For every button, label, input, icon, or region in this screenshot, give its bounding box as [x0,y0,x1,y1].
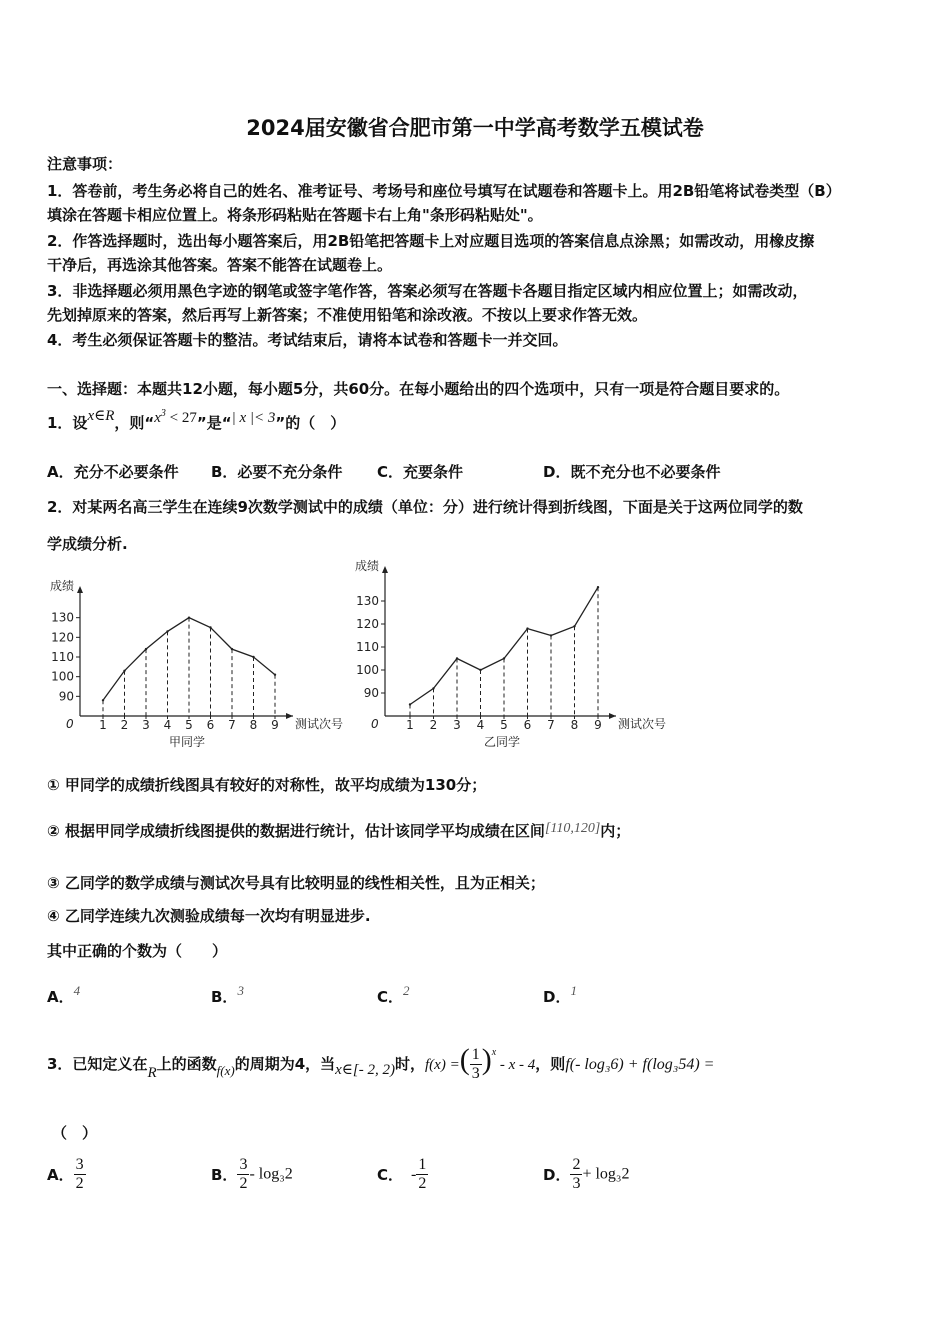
x-tick-label-jia-4: 4 [163,718,172,732]
notice-item-2-line-2: 干净后，再选涂其他答案。答案不能答在试题卷上。 [47,256,393,274]
data-point-yi-6 [526,627,528,629]
data-point-jia-5 [188,616,190,618]
x-tick-label-yi-6: 6 [523,718,532,732]
data-point-yi-9 [597,586,599,588]
q3-target: f(- log₃6) + f(log₃54) = [565,1056,715,1073]
q3-f-lhs: f(x) = [425,1057,460,1073]
q3-option-d-num: 2 [572,1156,581,1173]
q2-option-c-label: C． [377,988,404,1006]
q1-option-b: B．必要不充分条件 [211,463,343,481]
y-axis-arrow-jia [77,586,83,593]
q3-domain: x∈[- 2, 2) [335,1062,395,1078]
data-point-yi-1 [409,703,411,705]
q3-option-c-den: 2 [418,1175,427,1192]
q2-option-c-value: 2 [403,983,410,998]
y-tick-label-yi-110: 110 [356,640,379,654]
notice-heading: 注意事项： [47,155,123,173]
y-tick-label-jia-110: 110 [51,650,74,664]
data-point-jia-1 [102,699,104,701]
data-point-jia-4 [166,630,168,632]
q3-t3: 时， [394,1055,425,1073]
q2-option-d-label: D． [543,988,571,1006]
q3-fx: f(x) [216,1063,235,1078]
x-tick-label-yi-1: 1 [406,718,414,732]
q3-option-b-den: 2 [239,1175,248,1192]
q3-t2: 的周期为4，当 [234,1055,336,1073]
q3-exp: x [491,1047,497,1058]
x-axis-label-jia: 测试次号 [295,717,344,731]
question-3: 3．已知定义在R上的函数f(x)的周期为4，当x∈[- 2, 2)时，f(x) =( $\frac{1}{3}$ )$^x$ - x - 4，则f(- log₃6) + f(log₃54) = [47,1043,715,1082]
x-axis-arrow-jia [286,713,293,719]
q3-option-b [211,1156,293,1193]
y-tick-label-jia-100: 100 [51,669,74,684]
q3-paren: （ ） [52,1124,98,1142]
q3-option-c-sign: - [411,1165,417,1183]
x-tick-label-jia-2: 2 [120,718,129,732]
q2-statement-2-pre: ② 根据甲同学成绩折线图提供的数据进行统计，估计该同学平均成绩在区间 [47,822,545,840]
q2-charts [40,559,680,758]
q3-option-a-den: 2 [75,1175,84,1192]
x-tick-label-yi-4: 4 [476,718,485,732]
q3-t4: ，则 [535,1055,566,1073]
question-1 [47,408,346,433]
q3-option-c [377,1156,428,1193]
page-title: 2024届安徽省合肥市第一中学高考数学五模试卷 [246,116,704,140]
q2-statement-2-interval: [110,120] [544,821,601,836]
y-axis-arrow-yi [382,566,388,573]
origin-label-jia: 0 [66,717,74,731]
q3-option-c-label: C． [377,1166,404,1184]
q2-statement-3: ③ 乙同学的数学成绩与测试次号具有比较明显的线性相关性，且为正相关； [47,874,545,892]
q3-option-a-num: 3 [75,1156,84,1173]
x-tick-label-jia-8: 8 [249,718,258,732]
y-axis-label-yi: 成绩 [355,559,380,573]
q3-option-d-rest: + log₃2 [582,1165,630,1183]
q2-option-d-value: 1 [570,983,577,998]
q3-frac-den: 3 [471,1065,480,1082]
notice-item-1-line-2: 填涂在答题卡相应位置上。将条形码粘贴在答题卡右上角"条形码粘贴处"。 [47,206,543,224]
q3-frac-num: 1 [471,1046,480,1063]
q3-option-d [543,1156,630,1193]
chart-title-jia: 甲同学 [169,735,206,749]
y-tick-label-jia-130: 130 [51,610,74,625]
q3-R: R [147,1065,157,1081]
data-point-jia-6 [209,626,211,628]
q1-expr1-rest: < 27 [165,410,197,426]
x-tick-label-jia-3: 3 [142,718,150,732]
q3-option-c-num: 1 [418,1156,427,1173]
x-tick-label-yi-5: 5 [500,718,508,732]
x-tick-label-jia-9: 9 [271,718,279,732]
q1-mid2: ”是“ [196,414,232,432]
notice-item-1-line-1: 1．答卷前，考生务必将自己的姓名、准考证号、考场号和座位号填写在试题卷和答题卡上。用2B铅笔将试卷类型（B） [47,182,841,200]
q3-option-d-label: D． [543,1166,571,1184]
notice-item-3-line-1: 3．非选择题必须用黑色字迹的钢笔或签字笔作答，答案必须写在答题卡各题目指定区域内相应位置上；如需改动， [47,282,808,300]
data-point-jia-9 [274,674,276,676]
y-tick-label-yi-130: 130 [356,594,379,608]
chart-yi [355,558,666,749]
q2-option-c [377,983,410,1007]
data-point-yi-8 [573,625,575,627]
x-axis-arrow-yi [609,713,616,719]
q2-option-a-label: A． [47,988,74,1006]
data-point-jia-7 [231,648,233,650]
q3-option-b-rest: - log₃2 [249,1165,293,1183]
q3-f-rest: - x - 4 [496,1057,536,1073]
q1-condition: x∈R [87,408,115,424]
q2-option-a [47,983,81,1007]
q2-statement-2 [47,820,630,841]
data-point-yi-5 [503,657,505,659]
y-tick-label-yi-120: 120 [356,617,379,631]
x-tick-label-jia-5: 5 [185,718,193,732]
x-tick-label-yi-9: 9 [594,718,602,732]
q2-option-b [211,983,244,1007]
section-heading: 一、选择题：本题共12小题，每小题5分，共60分。在每小题给出的四个选项中，只有一项是符合题目要求的。 [47,380,790,398]
q1-option-d: D．既不充分也不必要条件 [543,463,721,481]
y-tick-label-yi-90: 90 [363,686,379,700]
origin-label-yi: 0 [371,717,379,731]
q1-suffix: ”的（ ） [275,414,346,432]
q2-stem-line-1: 2．对某两名高三学生在连续9次数学测试中的成绩（单位：分）进行统计得到折线图，下面是关于这两位同学的数 [47,498,803,516]
data-point-jia-8 [252,656,254,658]
q1-expr1-exp: 3 [160,408,166,419]
q2-option-d [543,983,577,1007]
q3-option-d-den: 3 [572,1175,581,1192]
data-point-yi-2 [432,687,434,689]
chart-jia [50,578,343,749]
q1-prefix: 1．设 [47,414,88,432]
data-point-yi-3 [456,657,458,659]
x-tick-label-yi-3: 3 [453,718,461,732]
y-tick-label-jia-120: 120 [51,630,74,645]
q2-statement-4: ④ 乙同学连续九次测验成绩每一次均有明显进步. [47,907,371,925]
notice-item-2-line-1: 2．作答选择题时，选出每小题答案后，用2B铅笔把答题卡上对应题目选项的答案信息点涂黑；如需改动，用橡皮擦 [47,232,815,250]
q1-option-c: C．充要条件 [377,463,464,481]
q3-t1: 上的函数 [156,1055,217,1073]
q3-option-a-label: A． [47,1166,74,1184]
x-tick-label-jia-6: 6 [206,718,215,732]
data-point-jia-2 [123,670,125,672]
data-point-jia-3 [145,648,147,650]
data-point-yi-7 [550,634,552,636]
y-tick-label-jia-90: 90 [58,689,74,704]
q2-statement-2-post: 内； [600,822,631,840]
q2-option-a-value: 4 [73,983,81,998]
chart-title-yi: 乙同学 [484,735,521,749]
q1-option-a: A．充分不必要条件 [47,463,179,481]
q3-option-b-label: B． [211,1166,238,1184]
q3-prefix: 3．已知定义在 [47,1055,148,1073]
q3-option-a [47,1156,86,1193]
x-tick-label-yi-8: 8 [570,718,579,732]
q3-option-b-num: 3 [239,1156,248,1173]
x-tick-label-yi-7: 7 [547,718,555,732]
x-tick-label-jia-1: 1 [99,718,107,732]
y-axis-label-jia: 成绩 [50,579,75,593]
y-tick-label-yi-100: 100 [356,663,379,677]
q2-option-b-value: 3 [237,983,244,998]
q2-statement-1: ① 甲同学的成绩折线图具有较好的对称性，故平均成绩为130分； [47,776,487,794]
q1-expr2: | x |< 3 [231,410,276,426]
x-axis-label-yi: 测试次号 [618,717,667,731]
q1-mid1: ，则“ [114,414,155,432]
notice-item-3-line-2: 先划掉原来的答案，然后再写上新答案；不准使用铅笔和涂改液。不按以上要求作答无效。 [47,306,648,324]
q2-ask: 其中正确的个数为（ ） [47,942,228,960]
x-tick-label-jia-7: 7 [228,718,236,732]
q2-stem-line-2: 学成绩分析. [47,535,128,553]
notice-item-4: 4．考生必须保证答题卡的整洁。考试结束后，请将本试卷和答题卡一并交回。 [47,331,568,349]
q2-option-b-label: B． [211,988,238,1006]
data-point-yi-4 [479,669,481,671]
x-tick-label-yi-2: 2 [429,718,438,732]
q1-expr1-base: x [154,410,161,426]
